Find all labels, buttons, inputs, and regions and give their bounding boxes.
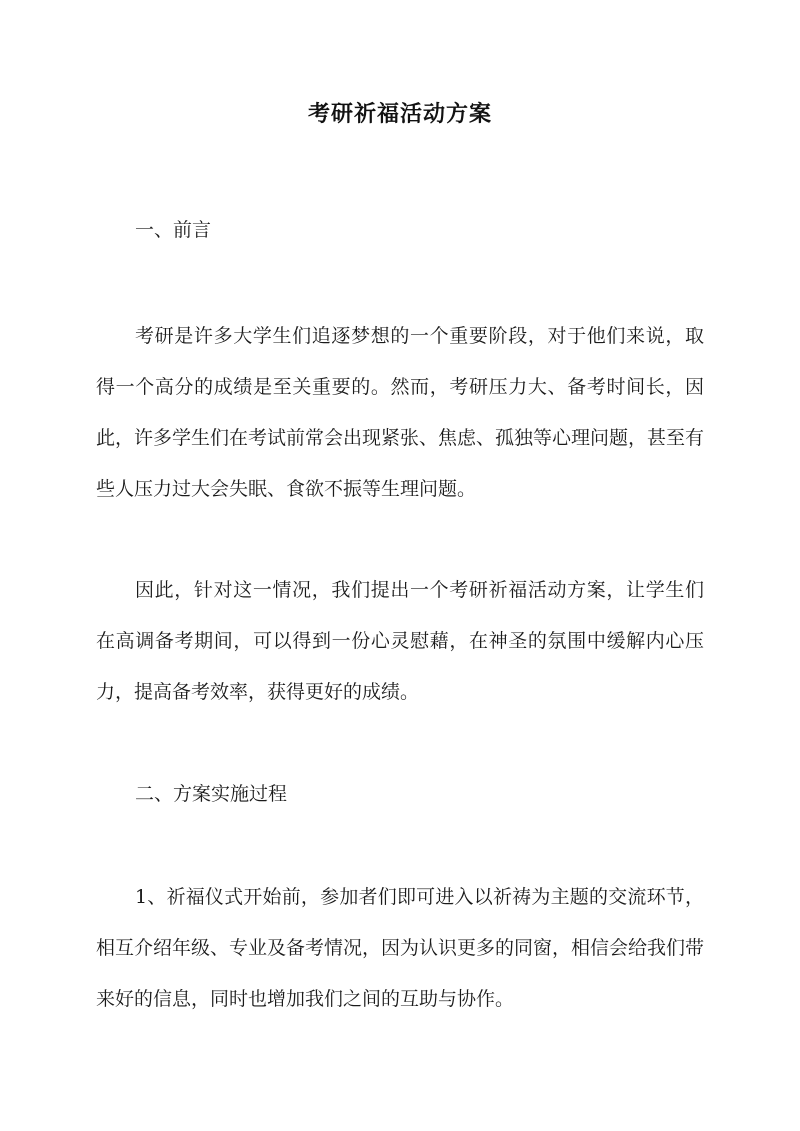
section-heading-implementation: 二、方案实施过程 (135, 783, 288, 805)
document-title: 考研祈福活动方案 (307, 101, 492, 127)
section-heading-preface: 一、前言 (135, 219, 212, 241)
paragraph-preface-1: 考研是许多大学生们追逐梦想的一个重要阶段，对于他们来说，取得一个高分的成绩是至关重要的。然而，考研压力大、备考时间长，因此，许多学生们在考试前常会出现紧张、焦虑、孤独等心理问题，甚至有些人压力过大会失眠、食欲不振等生理问题。 (96, 325, 705, 500)
paragraph-preface-2: 因此，针对这一情况，我们提出一个考研祈福活动方案，让学生们在高调备考期间，可以得到一份心灵慰藉，在神圣的氛围中缓解内心压力，提高备考效率，获得更好的成绩。 (96, 579, 704, 703)
paragraph-implementation-1: 1、祈福仪式开始前，参加者们即可进入以祈祷为主题的交流环节，相互介绍年级、专业及备考情况，因为认识更多的同窗，相信会给我们带来好的信息，同时也增加我们之间的互助与协作。 (96, 886, 705, 1010)
